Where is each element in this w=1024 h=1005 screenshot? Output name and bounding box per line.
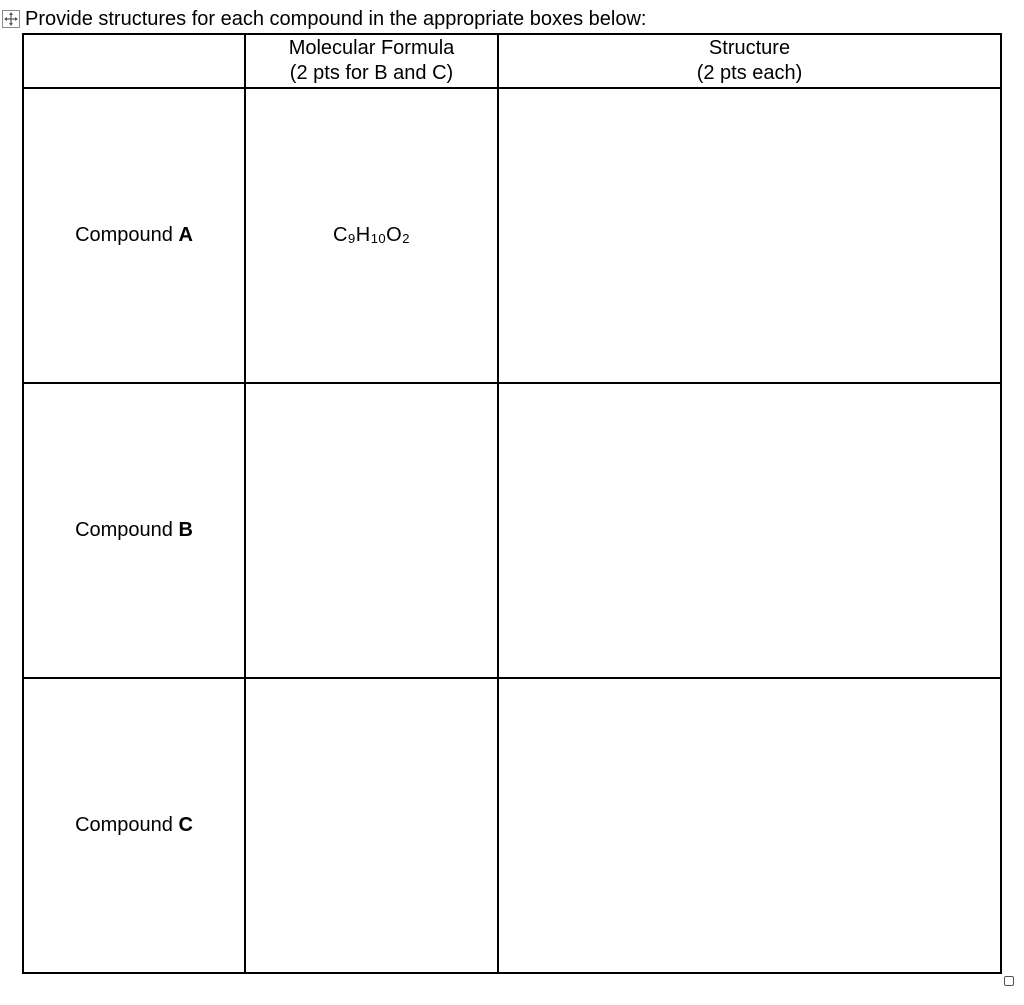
table-move-handle-icon[interactable]	[2, 10, 20, 28]
table-row-compound-c	[23, 678, 1001, 973]
formula-count-h: 10	[370, 231, 387, 246]
table-resize-handle-icon[interactable]	[1004, 976, 1014, 986]
formula-element-c: C	[333, 224, 348, 246]
header-formula-points: (2 pts for B and C)	[289, 62, 454, 84]
compound-label-text: Compound	[75, 224, 179, 246]
table-row-compound-b	[23, 383, 1001, 678]
header-structure-title: Structure	[708, 37, 791, 59]
compound-letter: C	[178, 814, 193, 836]
answer-table	[22, 33, 1002, 974]
compound-a-label	[23, 88, 245, 383]
compound-c-label	[23, 678, 245, 973]
header-cell-label[interactable]	[23, 34, 245, 88]
header-cell-structure	[498, 34, 1001, 88]
table-header-row	[23, 34, 1001, 88]
compound-c-formula-cell[interactable]	[245, 678, 498, 973]
table-row-compound-a	[23, 88, 1001, 383]
formula-count-o: 2	[402, 231, 410, 246]
compound-label-text: Compound	[75, 519, 179, 541]
compound-b-structure-cell[interactable]	[498, 383, 1001, 678]
formula-element-o: O	[386, 224, 403, 246]
header-formula-title: Molecular Formula	[288, 37, 455, 59]
compound-c-structure-cell[interactable]	[498, 678, 1001, 973]
compound-letter: B	[178, 519, 193, 541]
formula-element-h: H	[355, 224, 371, 246]
compound-letter: A	[178, 224, 193, 246]
formula-count-c: 9	[348, 231, 356, 246]
compound-a-structure-cell[interactable]	[498, 88, 1001, 383]
header-structure-points: (2 pts each)	[696, 62, 803, 84]
header-cell-formula	[245, 34, 498, 88]
compound-label-text: Compound	[75, 814, 179, 836]
compound-b-formula-cell[interactable]	[245, 383, 498, 678]
compound-b-label	[23, 383, 245, 678]
compound-a-formula-cell[interactable]	[245, 88, 498, 383]
instruction-text: Provide structures for each compound in the appropriate boxes below:	[25, 8, 647, 30]
